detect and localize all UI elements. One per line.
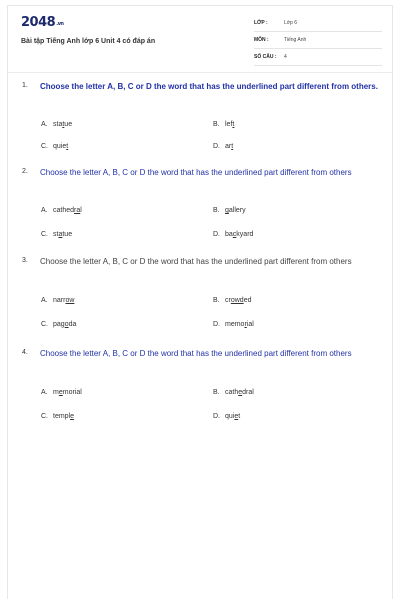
meta-value: Lớp 6	[284, 20, 298, 26]
option-c[interactable]: C. statue	[41, 231, 73, 238]
question-text: Choose the letter A, B, C or D the word that has the underlined part different from others	[40, 349, 352, 358]
option-a[interactable]: A. memorial	[41, 389, 82, 396]
site-logo[interactable]	[21, 15, 63, 30]
question-text: Choose the letter A, B, C or D the word that has the underlined part different from others	[40, 257, 352, 266]
option-b[interactable]: B. crowded	[213, 297, 252, 304]
option-d[interactable]: D. backyard	[213, 231, 254, 238]
worksheet-title: Bài tập Tiếng Anh lớp 6 Unit 4 có đáp án	[21, 38, 156, 45]
option-c[interactable]: C. quiet	[41, 143, 69, 150]
meta-value: Tiếng Anh	[284, 37, 307, 43]
meta-label: MÔN :	[254, 37, 269, 43]
worksheet-header	[8, 6, 392, 68]
question-number: 2.	[22, 168, 28, 175]
question-text: Choose the letter A, B, C or D the word that has the underlined part different from others.	[40, 82, 378, 91]
logo-main: 2048	[21, 15, 56, 30]
option-c[interactable]: C. pagoda	[41, 321, 77, 328]
question-text: Choose the letter A, B, C or D the word that has the underlined part different from others	[40, 168, 352, 177]
meta-row-subject	[254, 32, 382, 49]
meta-label: LỚP :	[254, 20, 268, 26]
header-divider	[8, 72, 392, 73]
option-d[interactable]: D. art	[213, 143, 234, 150]
option-d[interactable]: D. quiet	[213, 413, 241, 420]
option-b[interactable]: B. cathedral	[213, 389, 254, 396]
meta-value: 4	[284, 54, 287, 60]
option-a[interactable]: A. cathedral	[41, 207, 82, 214]
worksheet-page	[7, 5, 393, 599]
meta-label: SỐ CÂU :	[254, 54, 277, 60]
option-c[interactable]: C. temple	[41, 413, 75, 420]
meta-row-question-count	[254, 49, 382, 66]
question-number: 3.	[22, 257, 28, 264]
option-b[interactable]: B. gallery	[213, 207, 246, 214]
option-a[interactable]: A. narrow	[41, 297, 75, 304]
option-d[interactable]: D. memorial	[213, 321, 254, 328]
question-number: 4.	[22, 349, 28, 356]
logo-suffix: .vn	[56, 21, 64, 27]
option-b[interactable]: B. left	[213, 121, 235, 128]
meta-row-class	[254, 15, 382, 32]
option-a[interactable]: A. statue	[41, 121, 73, 128]
worksheet-meta	[254, 15, 382, 66]
question-number: 1.	[22, 82, 28, 89]
